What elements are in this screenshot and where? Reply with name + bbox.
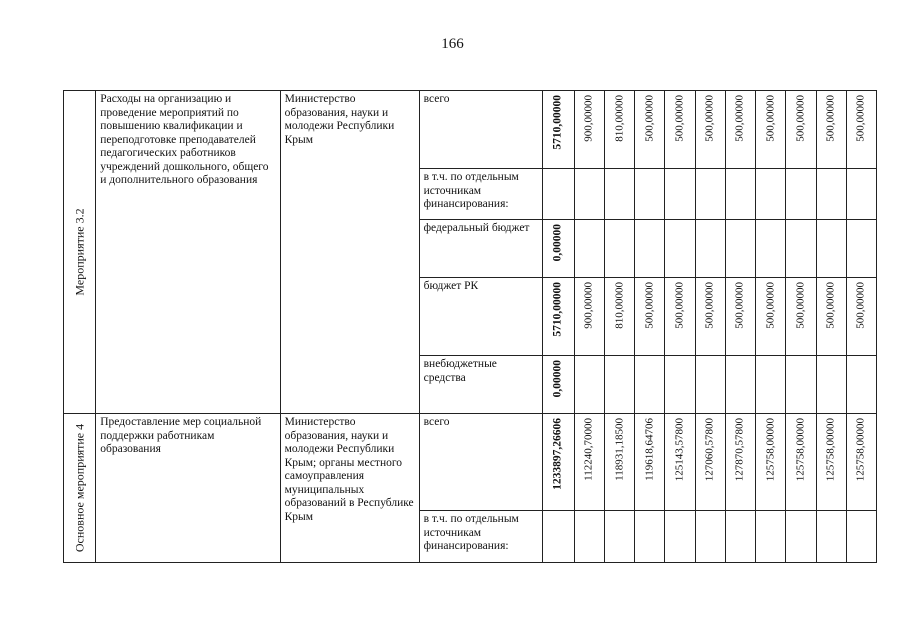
year-amount: 500,00000	[794, 282, 807, 329]
year-amount-cell	[786, 220, 816, 278]
total-cell	[542, 414, 574, 511]
funding-source: всего	[423, 93, 450, 105]
year-amount: 810,00000	[612, 95, 625, 142]
year-amount: 810,00000	[612, 282, 625, 329]
year-amount-cell	[665, 169, 695, 220]
total-cell	[542, 356, 574, 414]
total-cell	[542, 169, 574, 220]
year-amount-cell	[786, 91, 816, 169]
year-amount-cell	[816, 511, 846, 563]
year-amount: 500,00000	[673, 95, 686, 142]
funding-source: внебюджетные средства	[423, 358, 497, 384]
year-amount: 127060,57800	[703, 418, 716, 482]
year-amount-cell	[725, 169, 755, 220]
year-amount-cell	[725, 414, 755, 511]
year-amount: 118931,18500	[612, 418, 625, 481]
year-amount-cell	[635, 414, 665, 511]
year-amount-cell	[695, 511, 725, 563]
page-number: 166	[441, 36, 464, 52]
year-amount-cell	[756, 169, 786, 220]
year-amount: 127870,57800	[733, 418, 746, 482]
year-amount: 500,00000	[733, 282, 746, 329]
table-row	[64, 91, 877, 169]
year-amount-cell	[695, 169, 725, 220]
year-amount-cell	[635, 278, 665, 356]
activity-name: Предоставление мер социальной поддержки работникам образования	[100, 416, 262, 455]
year-amount: 500,00000	[824, 95, 837, 142]
funding-source-cell	[419, 220, 542, 278]
funding-source-cell	[419, 278, 542, 356]
funding-source: в т.ч. по отдельным источникам финансирования:	[423, 513, 519, 552]
year-amount-cell	[604, 220, 634, 278]
year-amount-cell	[574, 356, 604, 414]
funding-source-cell	[419, 356, 542, 414]
year-amount: 500,00000	[643, 95, 656, 142]
funding-source: в т.ч. по отдельным источникам финансирования:	[423, 171, 519, 210]
year-amount-cell	[635, 220, 665, 278]
year-amount: 125758,00000	[824, 418, 837, 482]
total-cell	[542, 278, 574, 356]
year-amount-cell	[756, 220, 786, 278]
year-amount-cell	[604, 278, 634, 356]
year-amount-cell	[695, 356, 725, 414]
activity-code: Мероприятие 3.2	[71, 208, 86, 296]
year-amount-cell	[846, 169, 876, 220]
year-amount-cell	[574, 169, 604, 220]
year-amount-cell	[635, 511, 665, 563]
year-amount-cell	[665, 220, 695, 278]
year-amount-cell	[816, 169, 846, 220]
year-amount: 500,00000	[854, 95, 867, 142]
year-amount: 125143,57800	[673, 418, 686, 482]
year-amount-cell	[604, 414, 634, 511]
year-amount-cell	[846, 278, 876, 356]
year-amount-cell	[574, 220, 604, 278]
activity-code-cell	[64, 91, 96, 414]
year-amount-cell	[574, 414, 604, 511]
year-amount: 500,00000	[643, 282, 656, 329]
total-amount: 5710,00000	[551, 95, 564, 150]
year-amount-cell	[665, 356, 695, 414]
year-amount: 500,00000	[703, 282, 716, 329]
year-amount-cell	[786, 356, 816, 414]
total-amount: 5710,00000	[551, 282, 564, 337]
year-amount: 500,00000	[794, 95, 807, 142]
year-amount-cell	[574, 278, 604, 356]
year-amount-cell	[695, 278, 725, 356]
year-amount-cell	[756, 356, 786, 414]
year-amount-cell	[786, 511, 816, 563]
budget-table	[63, 90, 877, 563]
year-amount-cell	[816, 91, 846, 169]
table-row	[64, 414, 877, 511]
year-amount-cell	[695, 220, 725, 278]
funding-source-cell	[419, 91, 542, 169]
year-amount-cell	[665, 91, 695, 169]
year-amount-cell	[725, 511, 755, 563]
year-amount: 500,00000	[763, 282, 776, 329]
year-amount-cell	[786, 169, 816, 220]
year-amount: 500,00000	[824, 282, 837, 329]
year-amount-cell	[665, 511, 695, 563]
year-amount-cell	[604, 91, 634, 169]
year-amount: 125758,00000	[854, 418, 867, 482]
year-amount: 500,00000	[733, 95, 746, 142]
year-amount: 500,00000	[763, 95, 776, 142]
total-amount: 0,00000	[551, 224, 564, 262]
year-amount: 112240,70000	[582, 418, 595, 481]
year-amount-cell	[725, 278, 755, 356]
year-amount-cell	[846, 91, 876, 169]
executor-cell	[280, 414, 419, 563]
funding-source: всего	[423, 416, 450, 428]
year-amount-cell	[635, 91, 665, 169]
year-amount: 125758,00000	[763, 418, 776, 482]
funding-source: федеральный бюджет	[423, 222, 530, 234]
total-amount: 1233897,26606	[551, 418, 564, 490]
year-amount-cell	[725, 356, 755, 414]
year-amount-cell	[604, 356, 634, 414]
year-amount-cell	[816, 220, 846, 278]
funding-source-cell	[419, 169, 542, 220]
year-amount-cell	[816, 414, 846, 511]
year-amount-cell	[695, 91, 725, 169]
year-amount-cell	[665, 414, 695, 511]
year-amount: 119618,64706	[643, 418, 656, 481]
year-amount-cell	[756, 511, 786, 563]
year-amount-cell	[665, 278, 695, 356]
total-amount: 0,00000	[551, 360, 564, 398]
year-amount-cell	[635, 356, 665, 414]
total-cell	[542, 511, 574, 563]
year-amount: 500,00000	[703, 95, 716, 142]
year-amount-cell	[604, 511, 634, 563]
year-amount-cell	[574, 91, 604, 169]
activity-name-cell	[96, 414, 280, 563]
year-amount-cell	[786, 414, 816, 511]
executor: Министерство образования, науки и молодежи Республики Крым; органы местного самоуправления муниципальных образований в Республике Крым	[284, 416, 414, 523]
year-amount-cell	[816, 278, 846, 356]
year-amount-cell	[816, 356, 846, 414]
year-amount-cell	[725, 220, 755, 278]
funding-source: бюджет РК	[423, 280, 479, 292]
year-amount: 900,00000	[582, 282, 595, 329]
executor: Министерство образования, науки и молодежи Республики Крым	[284, 93, 395, 146]
year-amount-cell	[695, 414, 725, 511]
year-amount: 500,00000	[673, 282, 686, 329]
funding-source-cell	[419, 511, 542, 563]
executor-cell	[280, 91, 419, 414]
activity-code-cell	[64, 414, 96, 563]
total-cell	[542, 220, 574, 278]
activity-name-cell	[96, 91, 280, 414]
activity-code: Основное мероприятие 4	[71, 423, 86, 553]
funding-source-cell	[419, 414, 542, 511]
total-cell	[542, 91, 574, 169]
year-amount-cell	[756, 278, 786, 356]
year-amount: 900,00000	[582, 95, 595, 142]
year-amount-cell	[846, 356, 876, 414]
year-amount-cell	[846, 220, 876, 278]
year-amount: 500,00000	[854, 282, 867, 329]
activity-name: Расходы на организацию и проведение мероприятий по повышению квалификации и переподготовке преподавателей педагогических работников учреждений дошкольного, общего и дополнительного образования	[100, 93, 269, 186]
year-amount-cell	[604, 169, 634, 220]
year-amount-cell	[756, 91, 786, 169]
year-amount-cell	[846, 414, 876, 511]
year-amount-cell	[725, 91, 755, 169]
year-amount-cell	[635, 169, 665, 220]
year-amount-cell	[756, 414, 786, 511]
year-amount-cell	[574, 511, 604, 563]
year-amount-cell	[846, 511, 876, 563]
year-amount: 125758,00000	[794, 418, 807, 482]
year-amount-cell	[786, 278, 816, 356]
